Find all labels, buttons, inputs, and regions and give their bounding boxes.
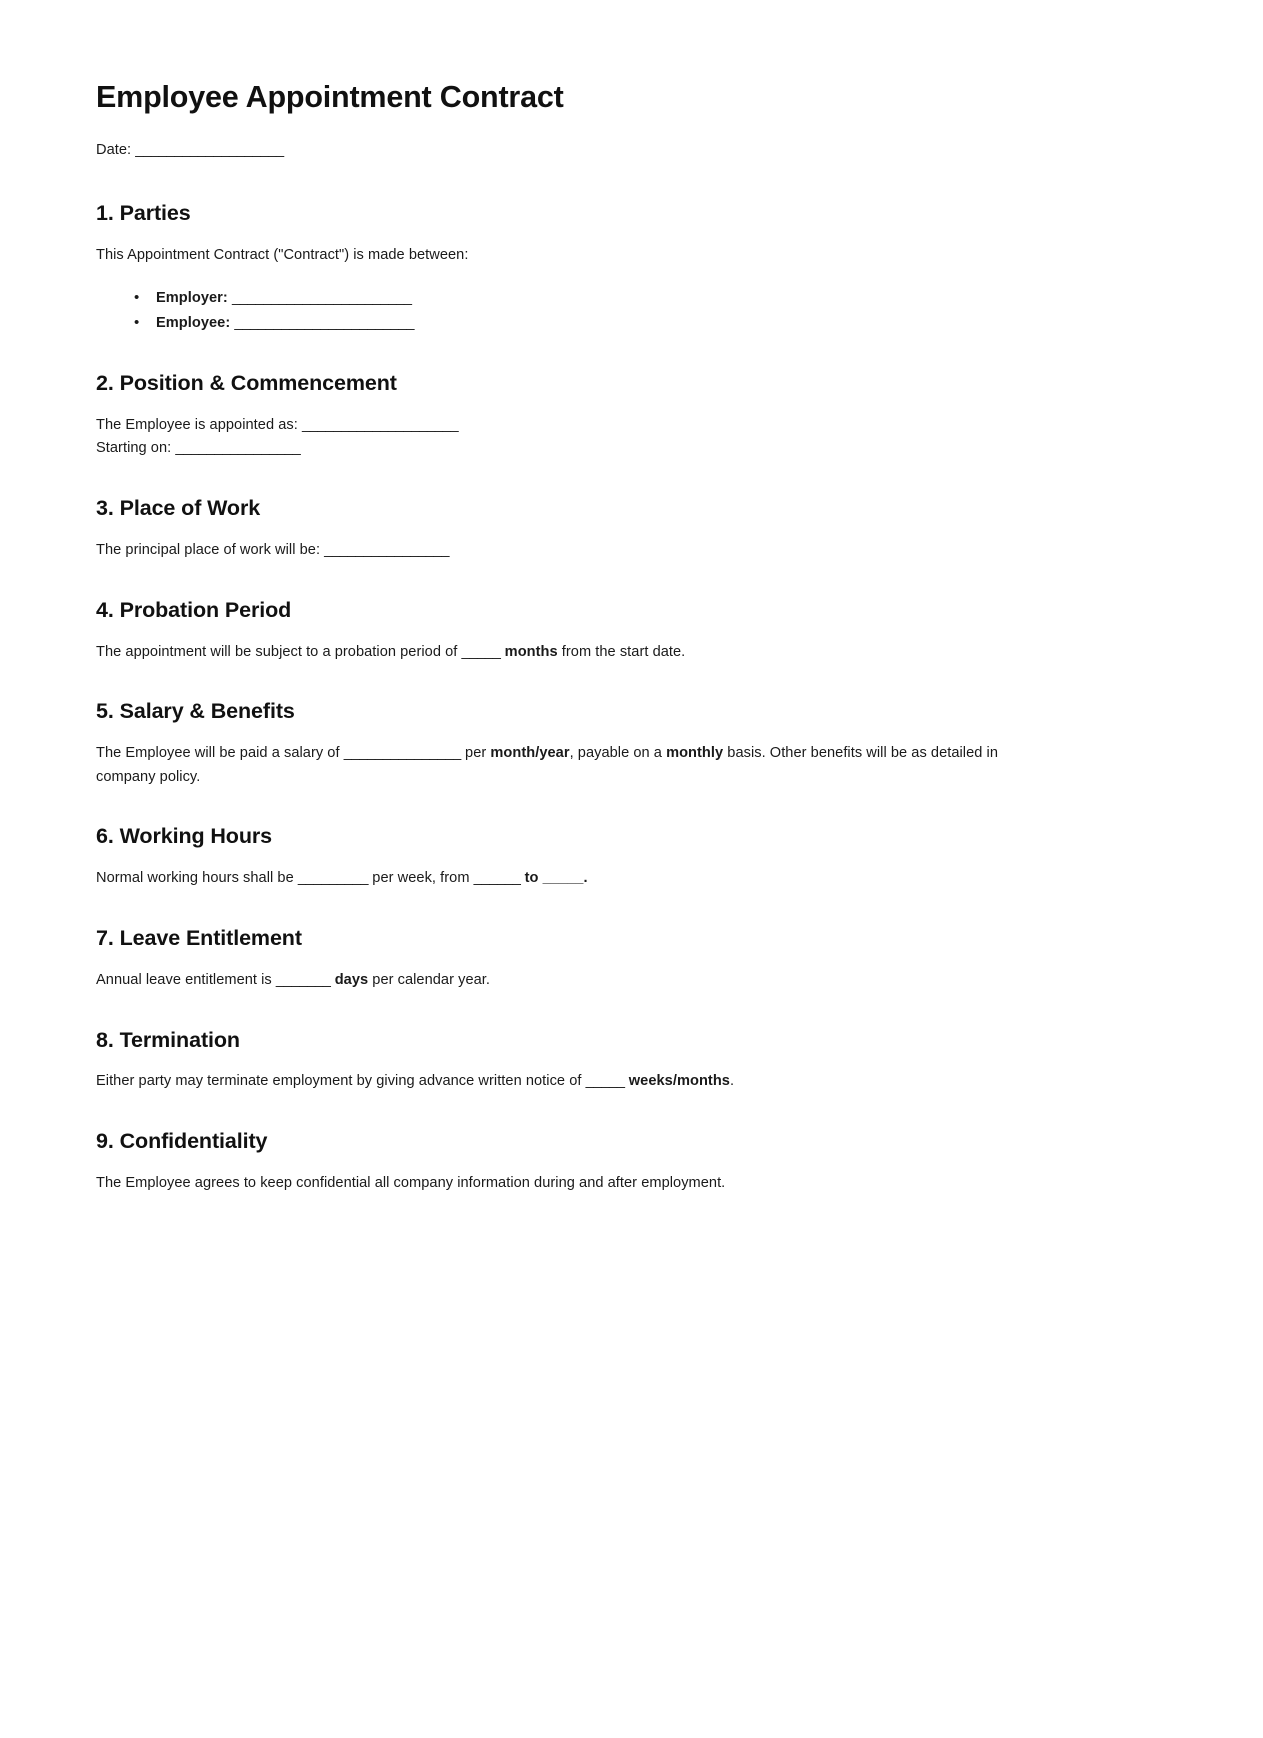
parties-list bbox=[96, 286, 1041, 336]
position-blank-field[interactable]: ____________________ bbox=[301, 416, 459, 433]
starting-blank-field[interactable]: ________________ bbox=[175, 440, 301, 457]
termination-blank-field[interactable]: _____ bbox=[585, 1073, 625, 1090]
probation-text-pre: The appointment will be subject to a probation period of bbox=[96, 643, 462, 660]
termination-text-pre: Either party may terminate employment by giving advance written notice of bbox=[96, 1073, 586, 1090]
salary-period-bold: month/year bbox=[490, 745, 570, 762]
employee-blank-field[interactable]: _______________________ bbox=[234, 314, 415, 331]
salary-paragraph bbox=[96, 742, 1041, 789]
termination-unit-bold: weeks/months bbox=[624, 1073, 730, 1090]
salary-text-mid1: per bbox=[460, 745, 491, 762]
salary-text-post: basis. Other benefits will be as detailed in company policy. bbox=[96, 745, 998, 785]
leave-blank-field[interactable]: _______ bbox=[275, 971, 331, 988]
section-confidentiality bbox=[96, 1128, 1041, 1196]
working-hours-text-mid: per week, from bbox=[368, 870, 474, 887]
section-leave-entitlement bbox=[96, 925, 1041, 993]
section-heading-place-of-work: 3. Place of Work bbox=[96, 496, 261, 520]
parties-intro-text: This Appointment Contract ("Contract") is made between: bbox=[96, 246, 469, 263]
section-heading-probation-period: 4. Probation Period bbox=[96, 597, 292, 622]
working-hours-line bbox=[96, 867, 1041, 891]
leave-text-pre: Annual leave entitlement is bbox=[96, 971, 276, 988]
salary-frequency-bold: monthly bbox=[666, 745, 724, 762]
date-label: Date: bbox=[96, 142, 132, 159]
starting-line bbox=[96, 437, 1041, 461]
section-termination bbox=[96, 1027, 1041, 1095]
employer-blank-field[interactable]: _______________________ bbox=[231, 289, 412, 306]
section-heading-confidentiality: 9. Confidentiality bbox=[96, 1129, 268, 1154]
leave-line bbox=[96, 969, 1041, 993]
working-hours-to-bold: to _____. bbox=[520, 870, 588, 887]
salary-blank-field[interactable]: _______________ bbox=[343, 745, 461, 762]
termination-text-post: . bbox=[729, 1073, 735, 1090]
working-hours-text-pre: Normal working hours shall be bbox=[96, 870, 298, 887]
position-text: The Employee is appointed as: bbox=[96, 416, 302, 433]
probation-blank-field[interactable]: _____ bbox=[461, 643, 501, 660]
employer-label: Employer: bbox=[156, 289, 228, 306]
working-hours-from-blank-field[interactable]: ______ bbox=[473, 870, 521, 887]
leave-text-post: per calendar year. bbox=[368, 971, 490, 988]
date-line bbox=[96, 140, 1041, 162]
section-heading-termination: 8. Termination bbox=[96, 1027, 240, 1052]
leave-unit-bold: days bbox=[330, 971, 369, 988]
section-position-commencement bbox=[96, 370, 1041, 461]
section-heading-working-hours: 6. Working Hours bbox=[96, 824, 272, 849]
employee-label: Employee: bbox=[156, 314, 231, 331]
list-item bbox=[134, 286, 1041, 311]
working-hours-blank-field[interactable]: _________ bbox=[297, 870, 369, 887]
section-heading-position-commencement: 2. Position & Commencement bbox=[96, 370, 397, 395]
termination-line bbox=[96, 1070, 1041, 1094]
starting-text: Starting on: bbox=[96, 440, 176, 457]
section-parties bbox=[96, 200, 1041, 336]
section-salary-benefits bbox=[96, 698, 1041, 789]
place-of-work-text: The principal place of work will be: bbox=[96, 541, 325, 558]
salary-text-mid2: , payable on a bbox=[569, 745, 667, 762]
section-heading-salary-benefits: 5. Salary & Benefits bbox=[96, 699, 295, 724]
page-title: Employee Appointment Contract bbox=[96, 80, 564, 114]
position-line bbox=[96, 414, 1041, 438]
section-heading-leave-entitlement: 7. Leave Entitlement bbox=[96, 925, 302, 950]
probation-unit-bold: months bbox=[500, 643, 558, 660]
date-blank-field[interactable]: ___________________ bbox=[135, 142, 284, 159]
place-of-work-blank-field[interactable]: ________________ bbox=[324, 541, 450, 558]
place-of-work-line bbox=[96, 539, 1041, 563]
section-working-hours bbox=[96, 823, 1041, 891]
salary-text-pre: The Employee will be paid a salary of bbox=[96, 745, 344, 762]
section-place-of-work bbox=[96, 495, 1041, 563]
confidentiality-text: The Employee agrees to keep confidential all company information during and after employment. bbox=[96, 1175, 726, 1192]
probation-text-post: from the start date. bbox=[557, 643, 686, 660]
section-probation-period bbox=[96, 597, 1041, 665]
probation-line bbox=[96, 641, 1041, 665]
list-item bbox=[134, 311, 1041, 336]
section-heading-parties: 1. Parties bbox=[96, 201, 191, 226]
